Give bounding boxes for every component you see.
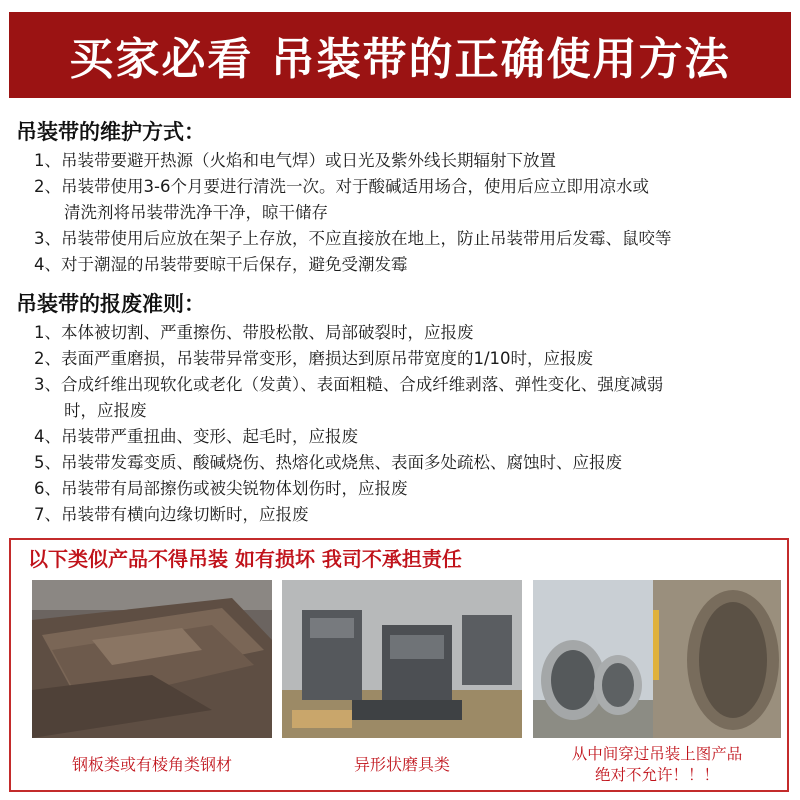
list-item: 1、吊装带要避开热源（火焰和电气焊）或日光及紫外线长期辐射下放置 xyxy=(34,151,556,170)
scrap-heading: 吊装带的报废准则： xyxy=(16,292,205,316)
warning-title: 以下类似产品不得吊装 如有损坏 我司不承担责任 xyxy=(28,547,462,571)
steel-caption: 钢板类或有棱角类钢材 xyxy=(71,755,232,774)
list-item-continuation: 时，应报废 xyxy=(64,401,147,420)
list-item-continuation: 清洗剂将吊装带洗净干净，晾干储存 xyxy=(64,203,328,222)
list-item: 6、吊装带有局部擦伤或被尖锐物体划伤时，应报废 xyxy=(34,479,408,498)
list-item: 7、吊装带有横向边缘切断时，应报废 xyxy=(34,505,309,524)
steel-plates-photo xyxy=(32,580,272,738)
pipe-caption-line2: 绝对不允许！！！ xyxy=(594,766,719,784)
list-item: 3、合成纤维出现软化或老化（发黄）、表面粗糙、合成纤维剥落、弹性变化、强度减弱 xyxy=(34,375,664,394)
title-banner xyxy=(9,12,791,98)
maintenance-heading: 吊装带的维护方式： xyxy=(16,120,205,144)
page-title: 买家必看 吊装带的正确使用方法 xyxy=(69,34,731,85)
mold-caption: 异形状磨具类 xyxy=(353,755,450,774)
pipe-caption xyxy=(533,744,781,786)
list-item: 5、吊装带发霉变质、酸碱烧伤、热熔化或烧焦、表面多处疏松、腐蚀时、应报废 xyxy=(34,453,622,472)
list-item: 2、表面严重磨损，吊装带异常变形，磨损达到原吊带宽度的1/10时，应报废 xyxy=(34,349,594,368)
list-item: 1、本体被切割、严重擦伤、带股松散、局部破裂时，应报废 xyxy=(34,323,474,342)
pipe-caption-line1: 从中间穿过吊装上图产品 xyxy=(571,745,743,763)
molds-photo xyxy=(282,580,522,738)
list-item: 4、吊装带严重扭曲、变形、起毛时，应报废 xyxy=(34,427,358,446)
list-item: 4、对于潮湿的吊装带要晾干后保存，避免受潮发霉 xyxy=(34,255,408,274)
scrap-list xyxy=(34,320,663,528)
pipes-photo xyxy=(533,580,781,738)
list-item: 3、吊装带使用后应放在架子上存放，不应直接放在地上，防止吊装带用后发霉、鼠咬等 xyxy=(34,229,672,248)
list-item: 2、吊装带使用3-6个月要进行清洗一次。对于酸碱适用场合，使用后应立即用凉水或 xyxy=(34,177,649,196)
maintenance-list xyxy=(34,148,672,278)
